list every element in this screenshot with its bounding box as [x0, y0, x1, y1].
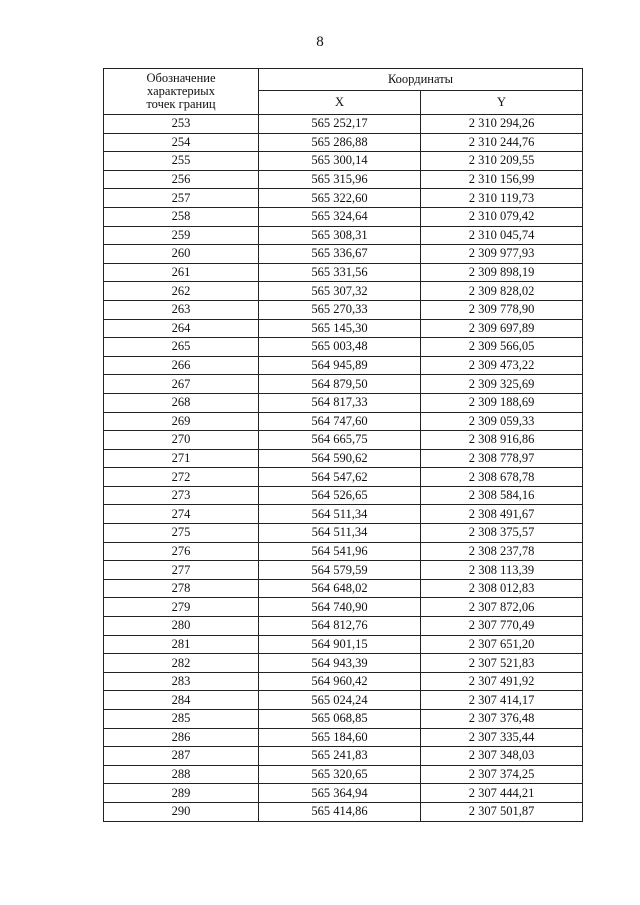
- x-coordinate-cell: 564 901,15: [259, 635, 421, 654]
- y-coordinate-cell: 2 308 678,78: [421, 468, 583, 487]
- point-cell: 275: [104, 524, 259, 543]
- table-row: [104, 245, 583, 264]
- x-coordinate-cell: 565 241,83: [259, 747, 421, 766]
- y-coordinate-cell: 2 310 209,55: [421, 152, 583, 171]
- y-coordinate-cell: 2 309 697,89: [421, 319, 583, 338]
- point-cell: 255: [104, 152, 259, 171]
- point-header-line-1: Обозначение: [146, 71, 216, 85]
- table-row: [104, 710, 583, 729]
- x-coordinate-cell: 564 945,89: [259, 356, 421, 375]
- table-row: [104, 691, 583, 710]
- y-coordinate-cell: 2 308 012,83: [421, 579, 583, 598]
- point-cell: 266: [104, 356, 259, 375]
- y-coordinate-cell: 2 309 898,19: [421, 263, 583, 282]
- point-cell: 284: [104, 691, 259, 710]
- point-cell: 261: [104, 263, 259, 282]
- table-row: [104, 133, 583, 152]
- table-row: [104, 765, 583, 784]
- point-cell: 277: [104, 561, 259, 580]
- y-coordinate-cell: 2 307 651,20: [421, 635, 583, 654]
- table-row: [104, 802, 583, 821]
- x-coordinate-cell: 564 943,39: [259, 654, 421, 673]
- y-coordinate-cell: 2 307 770,49: [421, 617, 583, 636]
- table-row: [104, 505, 583, 524]
- point-cell: 280: [104, 617, 259, 636]
- table-row: [104, 524, 583, 543]
- point-cell: 282: [104, 654, 259, 673]
- x-coordinate-cell: 564 817,33: [259, 393, 421, 412]
- x-coordinate-cell: 564 740,90: [259, 598, 421, 617]
- point-cell: 257: [104, 189, 259, 208]
- point-cell: 276: [104, 542, 259, 561]
- y-coordinate-cell: 2 308 375,57: [421, 524, 583, 543]
- point-cell: 285: [104, 710, 259, 729]
- table-row: [104, 375, 583, 394]
- y-coordinate-cell: 2 307 414,17: [421, 691, 583, 710]
- y-coordinate-cell: 2 307 491,92: [421, 672, 583, 691]
- point-cell: 260: [104, 245, 259, 264]
- table-row: [104, 393, 583, 412]
- table-row: [104, 542, 583, 561]
- y-coordinate-cell: 2 310 119,73: [421, 189, 583, 208]
- table-row: [104, 654, 583, 673]
- table-row: [104, 486, 583, 505]
- table-row: [104, 263, 583, 282]
- x-coordinate-cell: 564 648,02: [259, 579, 421, 598]
- x-coordinate-cell: 564 511,34: [259, 524, 421, 543]
- y-coordinate-cell: 2 308 113,39: [421, 561, 583, 580]
- x-coordinate-cell: 565 184,60: [259, 728, 421, 747]
- table-row: [104, 152, 583, 171]
- point-designation-header: [104, 69, 259, 115]
- x-coordinate-cell: 564 812,76: [259, 617, 421, 636]
- point-cell: 289: [104, 784, 259, 803]
- x-coordinate-cell: 565 145,30: [259, 319, 421, 338]
- table-row: [104, 598, 583, 617]
- y-coordinate-cell: 2 309 473,22: [421, 356, 583, 375]
- x-coordinate-cell: 565 315,96: [259, 170, 421, 189]
- y-coordinate-cell: 2 310 045,74: [421, 226, 583, 245]
- x-coordinate-cell: 565 414,86: [259, 802, 421, 821]
- point-cell: 265: [104, 338, 259, 357]
- point-cell: 283: [104, 672, 259, 691]
- point-cell: 286: [104, 728, 259, 747]
- x-coordinate-cell: 565 331,56: [259, 263, 421, 282]
- x-coordinate-cell: 565 364,94: [259, 784, 421, 803]
- table-row: [104, 468, 583, 487]
- point-cell: 267: [104, 375, 259, 394]
- table-row: [104, 635, 583, 654]
- point-cell: 254: [104, 133, 259, 152]
- y-coordinate-cell: 2 310 156,99: [421, 170, 583, 189]
- table-row: [104, 617, 583, 636]
- table-row: [104, 356, 583, 375]
- x-coordinate-cell: 564 579,59: [259, 561, 421, 580]
- table-row: [104, 431, 583, 450]
- point-cell: 270: [104, 431, 259, 450]
- x-coordinate-cell: 564 747,60: [259, 412, 421, 431]
- y-coordinate-cell: 2 307 374,25: [421, 765, 583, 784]
- point-cell: 290: [104, 802, 259, 821]
- table-row: [104, 561, 583, 580]
- coordinates-table: [103, 68, 583, 822]
- table-row: [104, 319, 583, 338]
- point-cell: 256: [104, 170, 259, 189]
- x-coordinate-cell: 564 590,62: [259, 449, 421, 468]
- y-coordinate-cell: 2 309 188,69: [421, 393, 583, 412]
- x-coordinate-cell: 564 960,42: [259, 672, 421, 691]
- point-cell: 268: [104, 393, 259, 412]
- x-coordinate-cell: 564 511,34: [259, 505, 421, 524]
- x-coordinate-cell: 565 324,64: [259, 207, 421, 226]
- y-coordinate-cell: 2 308 237,78: [421, 542, 583, 561]
- y-coordinate-cell: 2 307 501,87: [421, 802, 583, 821]
- x-coordinate-cell: 565 003,48: [259, 338, 421, 357]
- table-row: [104, 189, 583, 208]
- table-row: [104, 338, 583, 357]
- table-row: [104, 672, 583, 691]
- y-coordinate-cell: 2 308 778,97: [421, 449, 583, 468]
- table-row: [104, 449, 583, 468]
- y-coordinate-cell: 2 307 444,21: [421, 784, 583, 803]
- point-cell: 288: [104, 765, 259, 784]
- point-cell: 274: [104, 505, 259, 524]
- table-row: [104, 282, 583, 301]
- x-coordinate-cell: 564 547,62: [259, 468, 421, 487]
- x-coordinate-cell: 565 252,17: [259, 115, 421, 134]
- point-cell: 271: [104, 449, 259, 468]
- x-coordinate-cell: 564 665,75: [259, 431, 421, 450]
- y-coordinate-cell: 2 307 521,83: [421, 654, 583, 673]
- point-cell: 281: [104, 635, 259, 654]
- y-coordinate-cell: 2 309 059,33: [421, 412, 583, 431]
- y-coordinate-cell: 2 310 079,42: [421, 207, 583, 226]
- point-cell: 272: [104, 468, 259, 487]
- x-coordinate-cell: 564 541,96: [259, 542, 421, 561]
- y-coordinate-cell: 2 307 348,03: [421, 747, 583, 766]
- x-coordinate-cell: 565 320,65: [259, 765, 421, 784]
- point-header-line-2: характериых: [147, 84, 215, 98]
- table-row: [104, 300, 583, 319]
- point-cell: 258: [104, 207, 259, 226]
- x-coordinate-cell: 565 307,32: [259, 282, 421, 301]
- point-cell: 263: [104, 300, 259, 319]
- table-row: [104, 579, 583, 598]
- y-coordinate-cell: 2 309 325,69: [421, 375, 583, 394]
- y-coordinate-cell: 2 310 244,76: [421, 133, 583, 152]
- table-row: [104, 207, 583, 226]
- y-coordinate-cell: 2 309 977,93: [421, 245, 583, 264]
- table-row: [104, 747, 583, 766]
- table-row: [104, 728, 583, 747]
- point-cell: 287: [104, 747, 259, 766]
- point-cell: 262: [104, 282, 259, 301]
- page-number: 8: [316, 34, 324, 50]
- y-coordinate-cell: 2 308 491,67: [421, 505, 583, 524]
- y-coordinate-cell: 2 308 916,86: [421, 431, 583, 450]
- x-coordinate-cell: 565 286,88: [259, 133, 421, 152]
- table-row: [104, 784, 583, 803]
- y-coordinate-cell: 2 310 294,26: [421, 115, 583, 134]
- x-coordinate-cell: 564 526,65: [259, 486, 421, 505]
- y-coordinate-cell: 2 307 376,48: [421, 710, 583, 729]
- table-body: [104, 115, 583, 822]
- y-coordinate-cell: 2 307 872,06: [421, 598, 583, 617]
- table-row: [104, 115, 583, 134]
- x-coordinate-cell: 565 322,60: [259, 189, 421, 208]
- point-header-line-3: точек границ: [146, 97, 216, 111]
- y-coordinate-cell: 2 309 566,05: [421, 338, 583, 357]
- x-column-header: X: [259, 91, 421, 115]
- x-coordinate-cell: 565 336,67: [259, 245, 421, 264]
- coordinates-header: Координаты: [259, 69, 583, 91]
- y-coordinate-cell: 2 307 335,44: [421, 728, 583, 747]
- x-coordinate-cell: 565 270,33: [259, 300, 421, 319]
- point-cell: 253: [104, 115, 259, 134]
- point-cell: 264: [104, 319, 259, 338]
- y-coordinate-cell: 2 309 828,02: [421, 282, 583, 301]
- table-row: [104, 170, 583, 189]
- x-coordinate-cell: 564 879,50: [259, 375, 421, 394]
- point-cell: 279: [104, 598, 259, 617]
- point-cell: 278: [104, 579, 259, 598]
- point-cell: 259: [104, 226, 259, 245]
- x-coordinate-cell: 565 068,85: [259, 710, 421, 729]
- x-coordinate-cell: 565 024,24: [259, 691, 421, 710]
- table-row: [104, 412, 583, 431]
- x-coordinate-cell: 565 300,14: [259, 152, 421, 171]
- table-row: [104, 226, 583, 245]
- x-coordinate-cell: 565 308,31: [259, 226, 421, 245]
- point-cell: 269: [104, 412, 259, 431]
- y-column-header: Y: [421, 91, 583, 115]
- y-coordinate-cell: 2 308 584,16: [421, 486, 583, 505]
- y-coordinate-cell: 2 309 778,90: [421, 300, 583, 319]
- point-cell: 273: [104, 486, 259, 505]
